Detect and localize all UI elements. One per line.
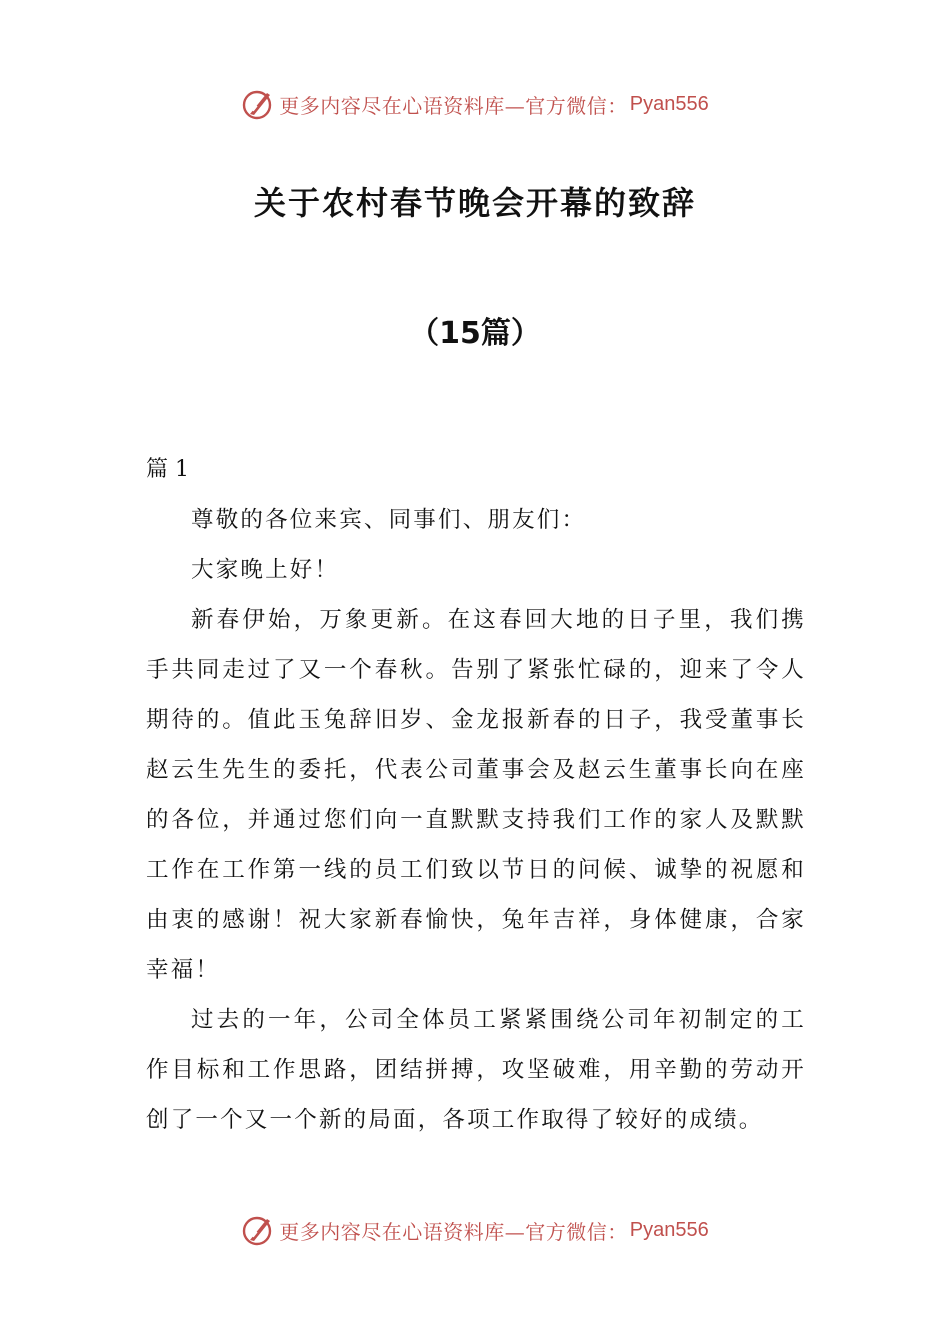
header-banner xyxy=(0,82,950,126)
document-title: 关于农村春节晚会开幕的致辞 xyxy=(253,184,696,222)
banner-text: 更多内容尽在心语资料库—官方微信： xyxy=(279,1219,628,1244)
paragraph-past-year-review: 过去的一年，公司全体员工紧紧围绕公司年初制定的工作目标和工作思路，团结拼搏，攻坚破难，用辛勤的劳动开创了一个又一个新的局面，各项工作取得了较好的成绩。 xyxy=(146,1007,806,1133)
section-label: 篇 1 xyxy=(146,457,189,482)
quill-pen-circle-icon xyxy=(241,1213,275,1247)
paragraph-new-year-wishes: 新春伊始，万象更新。在这春回大地的日子里，我们携手共同走过了又一个春秋。告别了紧张忙碌的，迎来了令人期待的。值此玉兔辞旧岁、金龙报新春的日子，我受董事长赵云生先生的委托，代表公司董事会及赵云生董事长向在座的各位，并通过您们向一直默默支持我们工作的家人及默默工作在工作第一线的员工们致以节日的问候、诚挚的祝愿和由衷的感谢！祝大家新春愉快，兔年吉祥，身体健康，合家幸福！ xyxy=(146,607,806,983)
document-body xyxy=(146,495,806,1145)
paragraph-salutation: 尊敬的各位来宾、同事们、朋友们： xyxy=(191,507,587,533)
banner-text: 更多内容尽在心语资料库—官方微信： xyxy=(279,93,628,118)
paragraph-greeting: 大家晚上好！ xyxy=(191,557,340,583)
document-subtitle: （15篇） xyxy=(409,316,541,351)
quill-pen-circle-icon xyxy=(241,87,275,121)
banner-wechat-id: Pyan556 xyxy=(629,1218,709,1241)
banner-wechat-id: Pyan556 xyxy=(629,92,709,115)
footer-banner xyxy=(0,1208,950,1252)
